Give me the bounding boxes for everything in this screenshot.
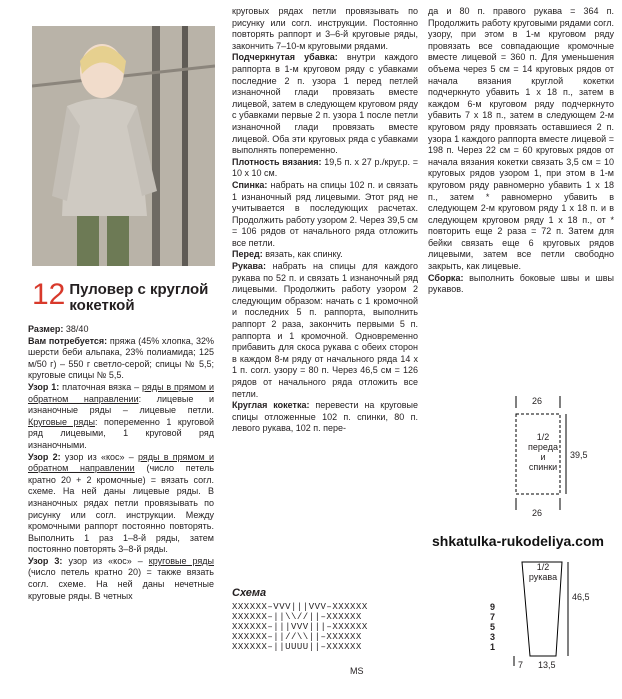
ms-label: MS — [350, 666, 364, 676]
sleeve-bottom-b-label: 13,5 — [538, 660, 556, 670]
chart-row: XXXXXX–||//\\||–XXXXXX — [232, 632, 362, 642]
photo-illustration — [32, 26, 215, 266]
decrease-paragraph: Подчеркнутая убавка: внутри каждого раппорта в 1-м круговом ряду с убавками последние 2 п. узора 1 перед петлей изнаночной глади провязать вместе лицевой, затем в следующем круговом ряду с убавками первые 2 п. узора 1 после петли изнаночной глади провязать вместе лицевой. Оба эти круговых ряда с убавками выполнять попеременно. — [232, 52, 418, 156]
cont-paragraph-3: да и 80 п. правого рукава = 364 п. Продолжить работу круговыми рядами согл. узору, при этом в 1-м круговом ряду провязать все совпадающие кромочные вместе лицевой = 360 п. Для уменьшения объема через 5 см = 14 круговых рядов от начала вязания круглой кокетки подчеркнуто убавить 1 x 18 п., затем в каждом 6-м круговом ряду подчеркнуто убавить 7 x 18 п., затем в следующем 2-м круговом ряду провязать оставшиеся 2 п. узора 1 каждого раппорта вместе лицевой = 198 п. Через 22 см = 60 круговых рядов от начала вязания кокетки связать 3,5 см = 10 круговых рядов узором 1, при этом в 1-м круговом ряду равномерно убавить 1 x 18 п., затем * равномерно убавить в следующем 2-м круговом ряду 1 x 18 п. и в следующем круговом ряду 1 x 18 п., от * повторить еще 2 раза = 72 п. Затем для бейки связать еще 6 круговых рядов лицевыми, затем все петли свободно закрыть, как лицевые. — [428, 6, 614, 272]
watermark-text: shkatulka-rukodeliya.com — [432, 533, 604, 549]
body-width-label: 26 — [532, 396, 543, 406]
body-piece-label: 1/2 переда и спинки — [528, 432, 558, 472]
chart-row-number: 5 — [490, 622, 496, 632]
pattern2-paragraph: Узор 2: узор из «кос» – ряды в прямом и обратном направлении (число петель кратно 20 + 2 кромочные) = вязать согл. схеме. На ней даны лицевые ряды. В изнаночных рядах петли провязывать по рисунку или согл. инструкции. Между кромочными раппорт постоянно повторять. Выполнить 1 раз 1–8-й ряды, затем постоянно повторять 3–8-й ряды. — [28, 451, 214, 555]
front-paragraph: Перед: вязать, как спинку. — [232, 249, 343, 260]
column-1 — [28, 324, 214, 602]
column-2 — [232, 6, 418, 435]
column-3 — [428, 6, 614, 296]
sleeve-bottom-a-label: 7 — [518, 660, 524, 670]
sleeve-height-label: 46,5 — [572, 592, 590, 602]
materials-paragraph: Вам потребуется: пряжа (45% хлопка, 32% шерсти беби альпака, 23% полиамида; 125 м/50 г) – 550 г светло-серой; спицы № 5,5; круговые спицы № 5,5. — [28, 335, 215, 381]
model-photo — [32, 26, 215, 266]
pattern-number: 12 — [32, 278, 66, 311]
size-paragraph: Размер: 38/40 — [28, 324, 89, 334]
chart-row-number: 3 — [490, 632, 496, 642]
stitch-chart — [232, 602, 368, 652]
back-paragraph: Спинка: набрать на спицы 102 п. и связать 1 изнаночный ряд лицевыми. Этот ряд не учитывается в последующих расчетах. Продолжить работу узором 2. Через 39,5 см = 106 рядов от начального ряда отложить все петли. — [232, 179, 418, 248]
chart-row-number: 7 — [490, 612, 496, 622]
chart-row: XXXXXX–|||VVV|||–XXXXXX — [232, 622, 368, 632]
bottom-width-label: 26 — [532, 508, 543, 518]
schema-title: Схема — [232, 587, 267, 599]
pattern-title: Пуловер с круглой кокеткой — [69, 281, 209, 314]
chart-row: XXXXXX–||\\//||–XXXXXX — [232, 612, 362, 622]
cont-paragraph: круговых рядах петли провязывать по рисунку или согл. инструкции. Постоянно повторять раппорт и 3–6-й круговые ряды, закончить 7–10-м круговыми рядами. — [232, 6, 418, 51]
assembly-paragraph: Сборка: выполнить боковые швы и швы рукавов. — [428, 272, 614, 295]
body-height-label: 39,5 — [570, 450, 588, 460]
pattern1-paragraph: Узор 1: платочная вязка – ряды в прямом и обратном направлении: лицевые и изнаночные ряды – лицевые петли. Круговые ряды: попеременно 1 круговой ряд лицевыми, 1 круговой ряд изнаночными. — [28, 381, 214, 450]
chart-row: XXXXXX–||UUUU||–XXXXXX — [232, 642, 362, 652]
chart-row: XXXXXX–VVV|||VVV–XXXXXX — [232, 602, 368, 612]
chart-row-number: 1 — [490, 642, 496, 652]
sleeve-paragraph: Рукава: набрать на спицы для каждого рукава по 52 п. и связать 1 изнаночный ряд лицевыми. Продолжить работу узором 2 следующим образом: начать с 1 кромочной и последних 5 п. раппорта, выполнить раппорт 2 раза, закончить первыми 5 п. раппорта и 1 кромочной. Одновременно прибавить для скоса рукава с обеих сторон в каждом 8-м ряду от начального ряда 14 x 1 п. согл. узору = 80 п. Через 46,5 см = 126 рядов от начального ряда отложить все петли. — [232, 261, 418, 399]
pattern-heading — [32, 280, 222, 314]
sleeve-piece-label: 1/2 рукава — [528, 562, 558, 582]
pattern3-paragraph: Узор 3: узор из «кос» – круговые ряды (число петель кратно 20) = также вязать согл. схеме. На ней даны нечетные круговые ряды. В четных — [28, 555, 214, 601]
gauge-paragraph: Плотность вязания: 19,5 п. x 27 р./круг.р. = 10 x 10 см. — [232, 156, 418, 179]
chart-row-number: 9 — [490, 602, 496, 612]
yoke-paragraph: Круглая кокетка: перевести на круговые спицы отложенные 102 п. спинки, 80 п. левого рукава, 102 п. пере- — [232, 400, 418, 434]
